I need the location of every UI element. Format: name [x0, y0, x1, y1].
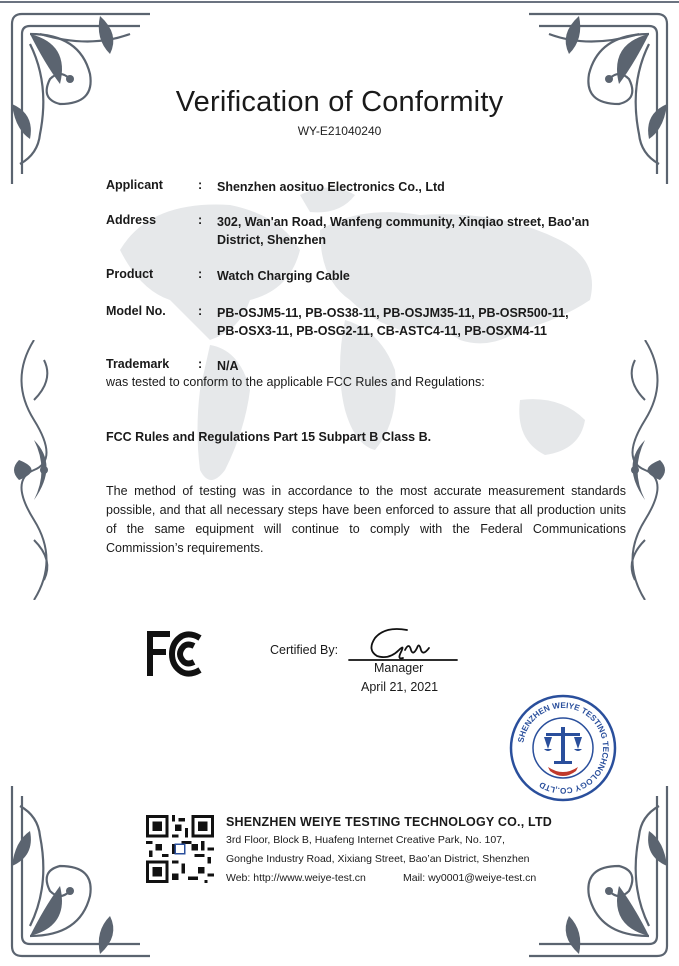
lab-address-line-1: 3rd Floor, Block B, Huafeng Internet Creative Park, No. 107, — [226, 834, 505, 846]
seal-text: SHENZHEN WEIYE TESTING TECHNOLOGY CO.,LTD — [516, 700, 611, 796]
product-label: Product — [106, 267, 154, 281]
applicant-label: Applicant — [106, 178, 163, 192]
applicant-colon: : — [198, 178, 203, 192]
qr-code-icon — [146, 815, 214, 883]
certificate-title: Verification of Conformity — [175, 86, 504, 118]
trademark-value: N/A — [217, 359, 239, 373]
corner-ornament-bottom-right — [519, 776, 679, 966]
lab-address-line-2: Gonghe Industry Road, Xixiang Street, Bao’an District, Shenzhen — [226, 853, 530, 865]
tested-text: was tested to conform to the applicable FCC Rules and Regulations: — [106, 375, 485, 389]
model-line-2: PB-OSX3-11, PB-OSG2-11, CB-ASTC4-11, PB-OSXM4-11 — [217, 324, 547, 338]
side-ornament-left — [4, 340, 64, 600]
lab-email: Mail: wy0001@weiye-test.cn — [403, 872, 537, 884]
fcc-rules-line: FCC Rules and Regulations Part 15 Subpart B Class B. — [106, 430, 432, 444]
trademark-label: Trademark — [106, 357, 170, 371]
signature-date: April 21, 2021 — [361, 680, 439, 694]
model-colon: : — [198, 304, 203, 318]
corner-ornament-bottom-left — [0, 776, 160, 966]
signer-title: Manager — [374, 661, 424, 675]
product-value: Watch Charging Cable — [217, 269, 350, 283]
product-colon: : — [198, 267, 203, 281]
address-label: Address — [106, 213, 157, 227]
trademark-colon: : — [198, 357, 203, 371]
applicant-value: Shenzhen aosituo Electronics Co., Ltd — [217, 180, 445, 194]
certified-by-label: Certified By: — [270, 643, 339, 657]
model-line-1: PB-OSJM5-11, PB-OS38-11, PB-OSJM35-11, PB-OSR500-11, — [217, 306, 569, 320]
side-ornament-right — [615, 340, 675, 600]
certificate-number: WY-E21040240 — [297, 124, 382, 138]
address-colon: : — [198, 213, 203, 227]
company-seal-icon — [508, 693, 618, 803]
lab-website: Web: http://www.weiye-test.cn — [226, 872, 366, 884]
model-label: Model No. — [106, 304, 166, 318]
conformity-statement: The method of testing was in accordance to the most accurate measurement standards possible, and that all necessary steps have been enforced to assure that all production units of the same equipment will continue to comply with the Federal Communications Commission’s requirements. — [106, 484, 626, 555]
address-line-2: District, Shenzhen — [217, 233, 327, 247]
lab-name: SHENZHEN WEIYE TESTING TECHNOLOGY CO., LTD — [226, 815, 553, 829]
fcc-logo-icon — [144, 628, 206, 680]
address-line-1: 302, Wan'an Road, Wanfeng community, Xinqiao street, Bao'an — [217, 215, 590, 229]
